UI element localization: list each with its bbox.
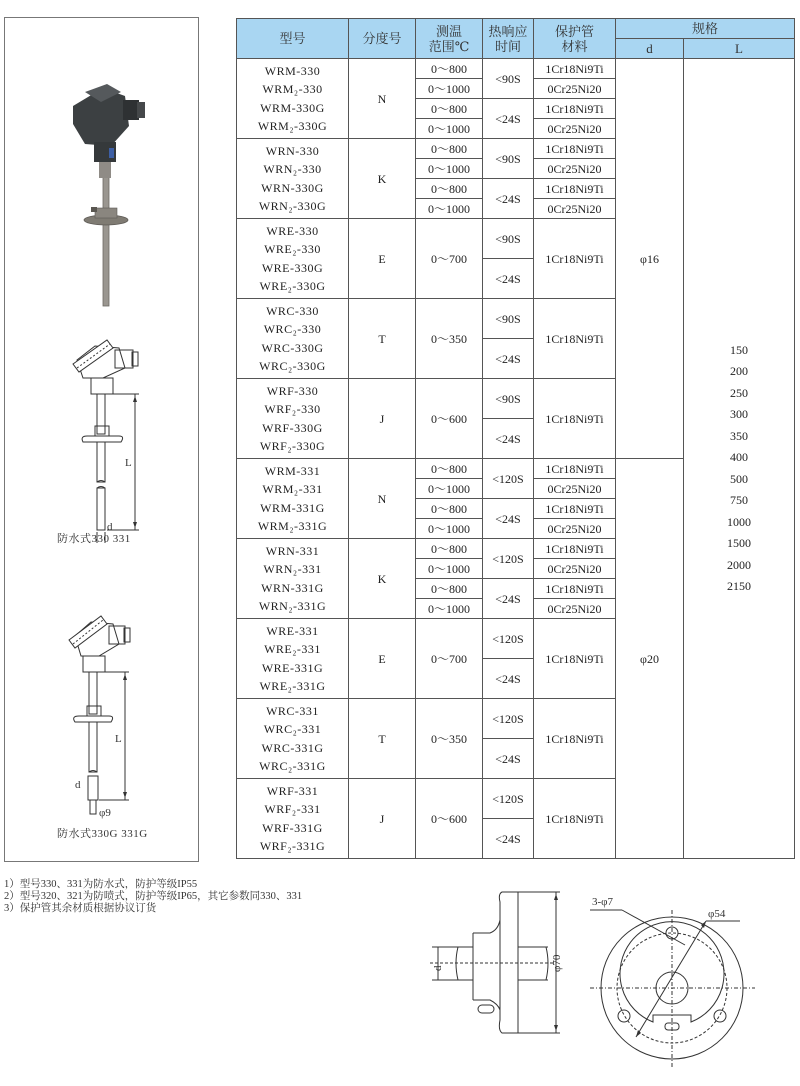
range-cell: 0～1000 [416, 79, 483, 99]
range-cell: 0～800 [416, 539, 483, 559]
range-cell: 0～800 [416, 499, 483, 519]
graduation-cell: J [349, 779, 416, 859]
model-name: WRM-331 [264, 463, 321, 478]
range-cell: 0～700 [416, 219, 483, 299]
range-cell: 0～800 [416, 139, 483, 159]
graduation-cell: T [349, 299, 416, 379]
header-spec-d: d [616, 39, 684, 59]
range-cell: 0～800 [416, 459, 483, 479]
length-value: 200 [730, 364, 748, 378]
model-name: WRC₂-331 [263, 722, 322, 736]
length-value: 750 [730, 493, 748, 507]
header-material-line1: 保护管 [554, 23, 594, 39]
model-name: WRE-331G [261, 660, 324, 675]
graduation-cell: T [349, 699, 416, 779]
response-cell: <120S [483, 539, 534, 579]
header-material-line2: 材料 [561, 38, 588, 54]
pcd-label: φ54 [708, 908, 726, 920]
material-cell: 0Cr25Ni20 [534, 559, 616, 579]
header-graduation: 分度号 [349, 19, 416, 59]
model-name: WRF-331 [266, 783, 319, 798]
header-range-line2: 范围℃ [428, 38, 470, 54]
waterproof-330g-331g-drawing [53, 608, 143, 819]
spec-L-cell [684, 59, 795, 859]
model-name: WRM₂-331G [257, 519, 328, 533]
model-cell [237, 379, 349, 459]
model-cell [237, 219, 349, 299]
response-cell: <120S [483, 699, 534, 739]
thermocouple-photo [63, 76, 153, 311]
model-name: WRN₂-331 [263, 562, 322, 576]
model-name: WRM-330 [264, 63, 321, 78]
model-name: WRM₂-331 [262, 482, 323, 496]
model-name: WRC-331G [261, 740, 324, 755]
material-cell: 1Cr18Ni9Ti [534, 299, 616, 379]
note-2: 2）型号320、321为防喷式，防护等级IP65，其它参数同330、331 [4, 891, 303, 902]
model-name: WRN-330 [265, 143, 320, 158]
response-cell: <90S [483, 59, 534, 99]
flange-diameter-label: φ70 [551, 954, 563, 972]
product-image-panel [4, 17, 199, 862]
length-value: 500 [730, 471, 748, 486]
model-cell [237, 699, 349, 779]
range-cell: 0～800 [416, 99, 483, 119]
model-name: WRM-330G [260, 100, 325, 115]
model-name: WRF₂-330 [264, 402, 321, 416]
material-cell: 1Cr18Ni9Ti [534, 459, 616, 479]
response-cell: <24S [483, 579, 534, 619]
header-material [534, 19, 616, 59]
note-1: 1）型号330、331为防水式，防护等级IP55 [4, 879, 198, 890]
model-name: WRN-330G [261, 180, 324, 195]
graduation-cell: K [349, 539, 416, 619]
model-cell [237, 779, 349, 859]
range-cell: 0～1000 [416, 119, 483, 139]
model-name: WRN₂-330 [263, 162, 322, 176]
range-cell: 0～1000 [416, 599, 483, 619]
material-cell: 1Cr18Ni9Ti [534, 779, 616, 859]
graduation-cell: J [349, 379, 416, 459]
notes [4, 879, 302, 915]
range-cell: 0～1000 [416, 199, 483, 219]
material-cell: 1Cr18Ni9Ti [534, 99, 616, 119]
range-cell: 0～350 [416, 299, 483, 379]
spec-d-cell: φ16 [616, 59, 684, 459]
response-cell: <24S [483, 739, 534, 779]
model-name: WRE₂-330 [264, 242, 321, 256]
graduation-cell: N [349, 459, 416, 539]
response-cell: <90S [483, 219, 534, 259]
material-cell: 0Cr25Ni20 [534, 119, 616, 139]
material-cell: 0Cr25Ni20 [534, 519, 616, 539]
range-cell: 0～1000 [416, 559, 483, 579]
model-name: WRF-330 [266, 383, 319, 398]
model-name: WRF-331G [262, 820, 323, 835]
model-name: WRE-330 [266, 223, 319, 238]
response-cell: <90S [483, 139, 534, 179]
model-name: WRM₂-330G [257, 119, 328, 133]
model-name: WRE₂-330G [259, 279, 326, 293]
model-cell [237, 139, 349, 219]
length-value: 300 [730, 407, 748, 421]
range-cell: 0～800 [416, 179, 483, 199]
material-cell: 1Cr18Ni9Ti [534, 219, 616, 299]
graduation-cell: E [349, 219, 416, 299]
response-cell: <90S [483, 299, 534, 339]
header-model: 型号 [237, 19, 349, 59]
material-cell: 1Cr18Ni9Ti [534, 699, 616, 779]
length-value: 400 [730, 450, 748, 464]
model-name: WRC₂-330 [263, 322, 322, 336]
response-cell: <120S [483, 459, 534, 499]
header-range-line1: 测温 [435, 23, 462, 39]
model-name: WRC₂-330G [259, 359, 326, 373]
spec-table [236, 18, 795, 859]
model-cell [237, 539, 349, 619]
model-name: WRC-330 [266, 303, 319, 318]
response-cell: <90S [483, 379, 534, 419]
range-cell: 0～1000 [416, 519, 483, 539]
model-cell [237, 619, 349, 699]
flange-side-view [428, 890, 578, 1060]
material-cell: 1Cr18Ni9Ti [534, 59, 616, 79]
drawing1-caption: 防水式330 331 [57, 533, 131, 545]
material-cell: 0Cr25Ni20 [534, 479, 616, 499]
holes-label: 3-φ7 [592, 896, 614, 908]
note-3: 3）保护管其余材质根据协议订货 [4, 903, 157, 914]
range-cell: 0～350 [416, 699, 483, 779]
length-value: 2000 [727, 557, 751, 572]
model-name: WRE-331 [266, 623, 319, 638]
length-value: 350 [730, 428, 748, 443]
range-cell: 0～1000 [416, 159, 483, 179]
graduation-cell: E [349, 619, 416, 699]
response-cell: <120S [483, 779, 534, 819]
spec-d-cell: φ20 [616, 459, 684, 859]
model-name: WRE-330G [261, 260, 324, 275]
model-name: WRM-331G [260, 500, 325, 515]
model-name: WRN-331G [261, 580, 324, 595]
response-cell: <24S [483, 259, 534, 299]
graduation-cell: K [349, 139, 416, 219]
length-label: L [125, 457, 132, 469]
response-cell: <24S [483, 419, 534, 459]
material-cell: 1Cr18Ni9Ti [534, 139, 616, 159]
model-cell [237, 299, 349, 379]
waterproof-330-331-drawing [55, 338, 155, 533]
model-name: WRN₂-331G [258, 599, 327, 613]
length-value: 150 [730, 342, 748, 357]
model-name: WRC-330G [261, 340, 324, 355]
model-name: WRF₂-331 [264, 802, 321, 816]
model-name: WRF₂-331G [259, 839, 326, 853]
material-cell: 0Cr25Ni20 [534, 159, 616, 179]
model-name: WRF₂-330G [259, 439, 326, 453]
response-cell: <24S [483, 659, 534, 699]
material-cell: 1Cr18Ni9Ti [534, 179, 616, 199]
response-cell: <24S [483, 819, 534, 859]
response-cell: <120S [483, 619, 534, 659]
table-row [237, 59, 795, 79]
length-value: 250 [730, 385, 748, 400]
response-cell: <24S [483, 499, 534, 539]
model-name: WRE₂-331 [264, 642, 321, 656]
material-cell: 1Cr18Ni9Ti [534, 379, 616, 459]
material-cell: 1Cr18Ni9Ti [534, 619, 616, 699]
response-cell: <24S [483, 339, 534, 379]
header-response-line2: 时间 [494, 38, 521, 54]
material-cell: 0Cr25Ni20 [534, 79, 616, 99]
range-cell: 0～600 [416, 779, 483, 859]
flange-d-label: d [432, 965, 444, 971]
response-cell: <24S [483, 179, 534, 219]
tip-diameter-label: φ9 [99, 807, 111, 819]
length-value: 2150 [727, 579, 751, 593]
length-label: L [115, 733, 122, 745]
range-cell: 0～700 [416, 619, 483, 699]
model-cell [237, 59, 349, 139]
range-cell: 0～600 [416, 379, 483, 459]
header-range [416, 19, 483, 59]
range-cell: 0～800 [416, 579, 483, 599]
model-name: WRN₂-330G [258, 199, 327, 213]
material-cell: 0Cr25Ni20 [534, 199, 616, 219]
diameter-label: d [75, 779, 81, 791]
model-name: WRE₂-331G [259, 679, 326, 693]
material-cell: 0Cr25Ni20 [534, 599, 616, 619]
model-cell [237, 459, 349, 539]
header-spec-L: L [684, 39, 795, 59]
header-response [483, 19, 534, 59]
material-cell: 1Cr18Ni9Ti [534, 499, 616, 519]
flange-front-view [590, 885, 795, 1070]
response-cell: <24S [483, 99, 534, 139]
model-name: WRN-331 [265, 543, 320, 558]
model-name: WRF-330G [262, 420, 323, 435]
header-spec: 规格 [616, 19, 795, 39]
length-value: 1000 [727, 514, 751, 529]
range-cell: 0～800 [416, 59, 483, 79]
graduation-cell: N [349, 59, 416, 139]
spec-table-body [237, 59, 795, 859]
range-cell: 0～1000 [416, 479, 483, 499]
material-cell: 1Cr18Ni9Ti [534, 579, 616, 599]
model-name: WRC₂-331G [259, 759, 326, 773]
length-value: 1500 [727, 536, 751, 550]
drawing2-caption: 防水式330G 331G [57, 828, 148, 840]
model-name: WRM₂-330 [262, 82, 323, 96]
model-name: WRC-331 [266, 703, 319, 718]
header-response-line1: 热响应 [488, 23, 528, 39]
diameter-label: d [107, 521, 113, 533]
material-cell: 1Cr18Ni9Ti [534, 539, 616, 559]
